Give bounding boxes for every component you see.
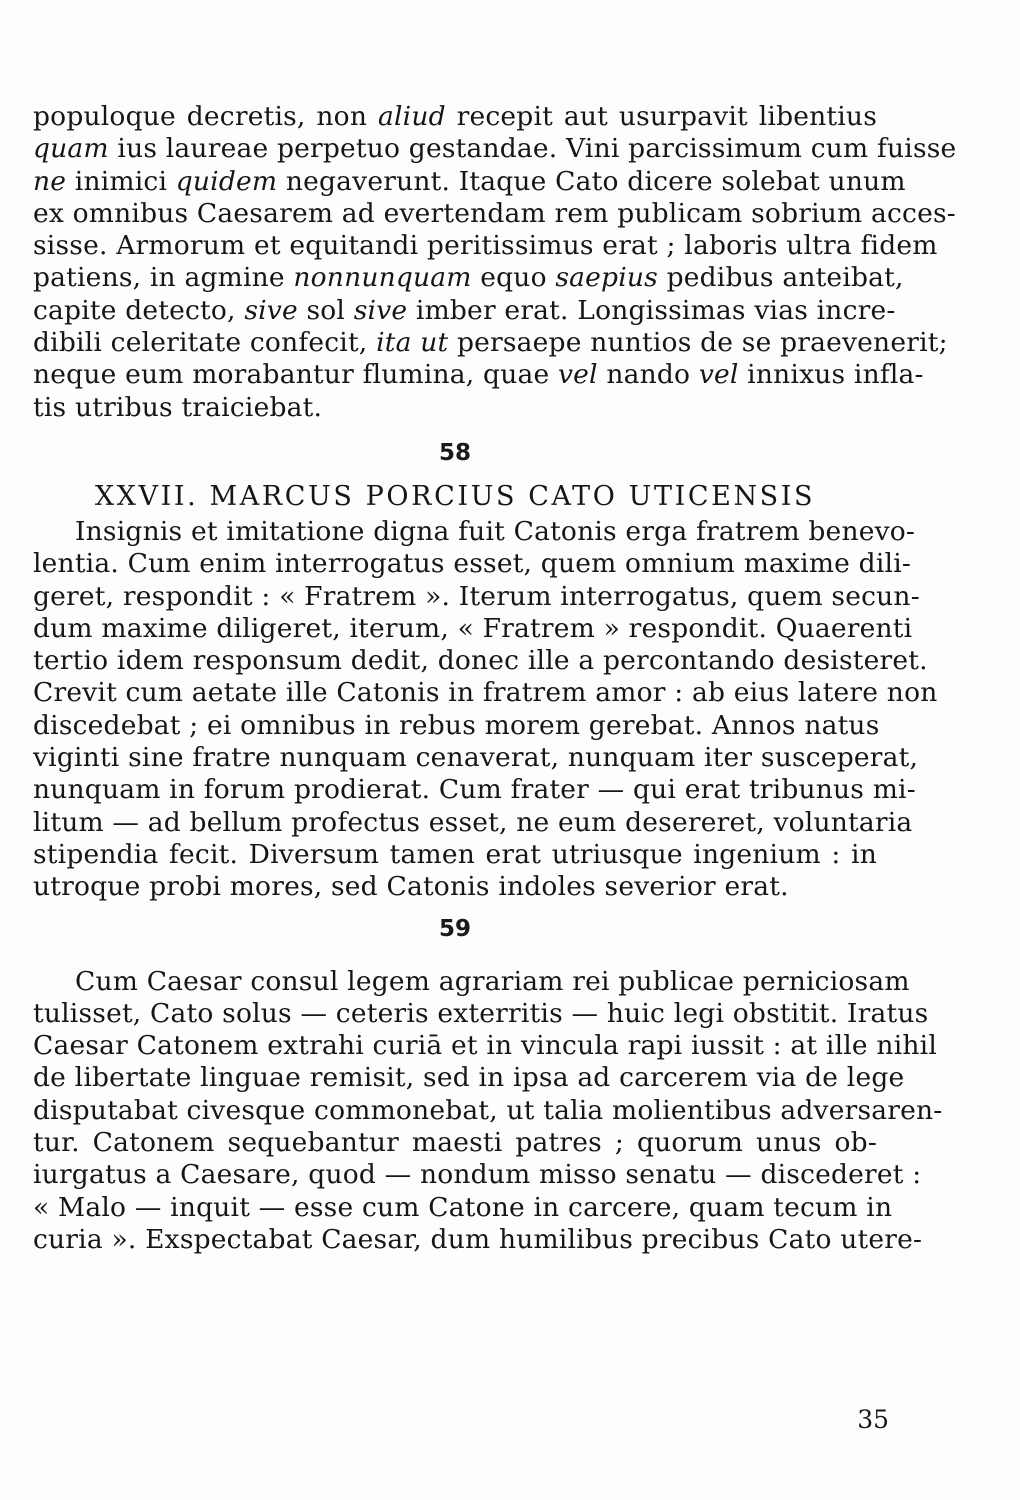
paragraph-58: [33, 515, 938, 904]
italic-word: nonnunquam: [293, 262, 472, 294]
text-line: de libertate linguae remisit, sed in ipsa ad carcerem via de lege: [33, 1062, 905, 1094]
italic-word: vel: [698, 359, 739, 391]
section-number-59: 59: [438, 915, 471, 942]
text-line: tulisset, Cato solus — ceteris exterritis — huic legi obstitit. Iratus: [33, 997, 929, 1029]
page-number: 35: [857, 1405, 889, 1434]
text-line: tis utribus traiciebat.: [33, 391, 323, 423]
text-line: geret, respondit : « Fratrem ». Iterum interrogatus, quem secun-: [33, 580, 920, 612]
text-line: utroque probi mores, sed Catonis indoles severior erat.: [33, 871, 789, 903]
text-line: neque eum morabantur flumina, quae vel nando vel innixus infla-: [33, 359, 924, 391]
text-line: quam ius laureae perpetuo gestandae. Vini parcissimum cum fuisse: [33, 133, 957, 165]
continuation-paragraph: [33, 101, 957, 424]
italic-word: ne: [33, 165, 67, 197]
italic-word: quam: [33, 133, 109, 165]
text-line: ne inimici quidem negaverunt. Itaque Cato dicere solebat unum: [33, 165, 906, 197]
text-line: ex omnibus Caesarem ad evertendam rem publicam sobrium acces-: [33, 197, 956, 229]
text-line: capite detecto, sive sol sive imber erat. Longissimas vias incre-: [33, 294, 896, 326]
text-line: discedebat ; ei omnibus in rebus morem gerebat. Annos natus: [33, 709, 880, 741]
text-line: tur. Catonem sequebantur maesti patres ; quorum unus ob-: [33, 1127, 877, 1159]
text-line: populoque decretis, non aliud recepit aut usurpavit libentius: [33, 101, 877, 132]
italic-word: aliud: [377, 101, 446, 132]
text-line: viginti sine fratre nunquam cenaverat, nunquam iter susceperat,: [33, 742, 919, 774]
chapter-title: XXVII. MARCUS PORCIUS CATO UTICENSIS: [94, 480, 816, 512]
section-number-58: 58: [438, 439, 471, 466]
text-line: Crevit cum aetate ille Catonis in fratrem amor : ab eius latere non: [33, 677, 938, 709]
text-line: Cum Caesar consul legem agrariam rei publicae perniciosam: [75, 965, 910, 997]
text-line: disputabat civesque commonebat, ut talia molientibus adversaren-: [33, 1094, 943, 1126]
italic-word: ita ut: [376, 327, 449, 359]
text-line: Caesar Catonem extrahi curiā et in vincula rapi iussit : at ille nihil: [33, 1030, 937, 1062]
text-line: litum — ad bellum profectus esset, ne eum desereret, voluntaria: [33, 806, 913, 838]
text-line: Insignis et imitatione digna fuit Catonis erga fratrem benevo-: [75, 515, 916, 547]
text-line: dibili celeritate confecit, ita ut persaepe nuntios de se praevenerit;: [33, 327, 948, 359]
text-line: « Malo — inquit — esse cum Catone in carcere, quam tecum in: [33, 1191, 893, 1223]
text-line: patiens, in agmine nonnunquam equo saepius pedibus anteibat,: [33, 262, 904, 294]
text-line: stipendia fecit. Diversum tamen erat utriusque ingenium : in: [33, 838, 877, 870]
italic-word: sive: [244, 294, 298, 326]
text-line: dum maxime diligeret, iterum, « Fratrem » respondit. Quaerenti: [33, 612, 913, 644]
italic-word: sive: [353, 294, 408, 326]
text-line: iurgatus a Caesare, quod — nondum misso senatu — discederet :: [33, 1159, 922, 1191]
text-line: tertio idem responsum dedit, donec ille a percontando desisteret.: [33, 645, 928, 677]
italic-word: vel: [557, 359, 598, 391]
italic-word: quidem: [175, 165, 278, 197]
page-body: [33, 101, 957, 1256]
italic-word: saepius: [555, 262, 658, 294]
text-line: nunquam in forum prodierat. Cum frater — qui erat tribunus mi-: [33, 774, 916, 806]
text-line: sisse. Armorum et equitandi peritissimus erat ; laboris ultra fidem: [33, 230, 938, 262]
paragraph-59: [33, 965, 943, 1257]
text-line: lentia. Cum enim interrogatus esset, quem omnium maxime dili-: [33, 548, 912, 580]
text-line: curia ». Exspectabat Caesar, dum humilibus precibus Cato utere-: [33, 1223, 923, 1255]
